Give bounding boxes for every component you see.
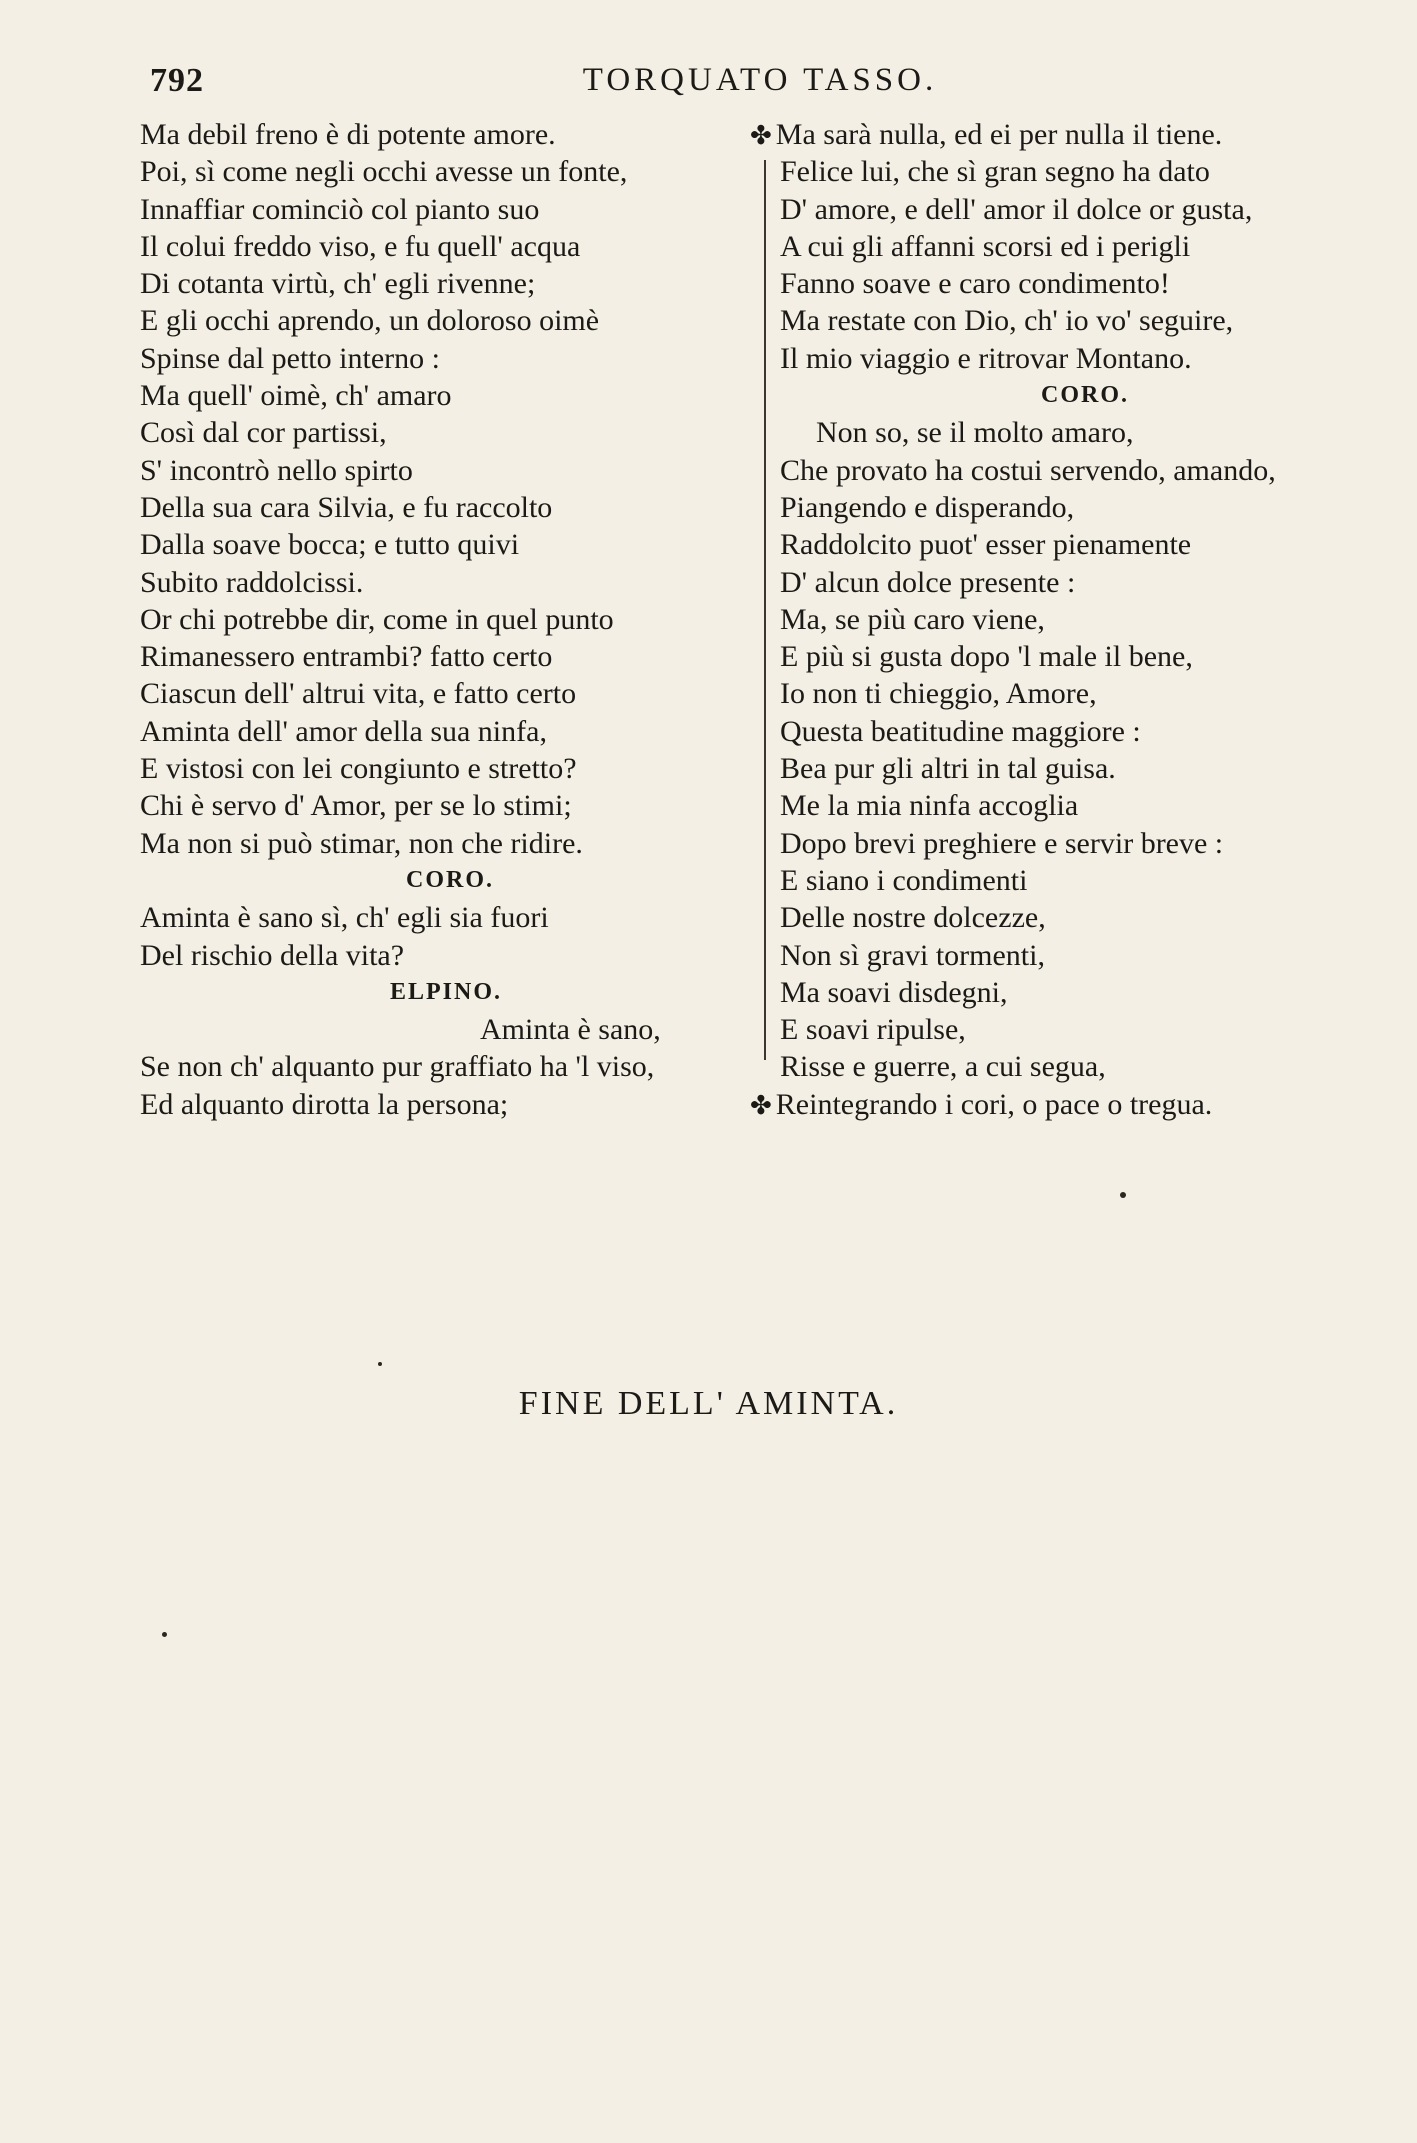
verse-line: Raddolcito puot' esser pienamente xyxy=(780,528,1192,562)
verse-line: Innaffiar cominciò col pianto suo xyxy=(140,192,540,226)
verse-line: Dopo brevi preghiere e servir breve : xyxy=(780,826,1224,860)
verse-line: D' amore, e dell' amor il dolce or gusta, xyxy=(780,192,1253,226)
verse-line: Fanno soave e caro condimento! xyxy=(780,267,1170,301)
verse-line: Non sì gravi tormenti, xyxy=(780,938,1045,972)
verse-line: Subito raddolcissi. xyxy=(140,565,364,599)
ink-speck xyxy=(1120,1192,1126,1198)
verse-line: Ciascun dell' altrui vita, e fatto certo xyxy=(140,677,577,711)
verse-line: Io non ti chieggio, Amore, xyxy=(780,677,1097,711)
speaker-heading-coro: CORO. xyxy=(1041,382,1129,409)
verse-line: Ed alquanto dirotta la persona; xyxy=(140,1087,509,1121)
verse-line xyxy=(750,1086,1390,1123)
right-column xyxy=(750,116,1390,1123)
verse-line: Poi, sì come negli occhi avesse un fonte, xyxy=(140,155,628,189)
verse-line: Me la mia ninfa accoglia xyxy=(780,789,1079,823)
column-divider xyxy=(764,160,766,1060)
verse-line: Del rischio della vita? xyxy=(140,938,405,972)
ink-speck xyxy=(378,1362,382,1366)
page-number: 792 xyxy=(150,62,204,99)
verse-line: Così dal cor partissi, xyxy=(140,416,387,450)
left-column xyxy=(140,116,760,1123)
verse-line: A cui gli affanni scorsi ed i perigli xyxy=(780,229,1191,263)
running-title: TORQUATO TASSO. xyxy=(582,62,938,98)
verse-line: S' incontrò nello spirto xyxy=(140,453,413,487)
verse-line: Che provato ha costui servendo, amando, xyxy=(780,453,1276,487)
verse-line: Ma non si può stimar, non che ridire. xyxy=(140,826,583,860)
verse-line: Or chi potrebbe dir, come in quel punto xyxy=(140,602,614,636)
verse-text: Reintegrando i cori, o pace o tregua. xyxy=(775,1087,1213,1121)
verse-line: Chi è servo d' Amor, per se lo stimi; xyxy=(140,789,572,823)
verse-line: D' alcun dolce presente : xyxy=(780,565,1076,599)
verse-line: Il mio viaggio e ritrovar Montano. xyxy=(780,341,1192,375)
verse-line: Il colui freddo viso, e fu quell' acqua xyxy=(140,229,581,263)
end-title: FINE DELL' AMINTA. xyxy=(518,1385,899,1422)
verse-text: Ma sarà nulla, ed ei per nulla il tiene. xyxy=(775,118,1223,151)
verse-line: Ma soavi disdegni, xyxy=(780,975,1008,1009)
verse-line: Felice lui, che sì gran segno ha dato xyxy=(780,155,1210,189)
verse-line: E siano i condimenti xyxy=(780,863,1028,897)
verse-line: Ma, se più caro viene, xyxy=(780,602,1045,636)
verse-line: Rimanessero entrambi? fatto certo xyxy=(140,640,553,674)
verse-line: E più si gusta dopo 'l male il bene, xyxy=(780,640,1193,674)
verse-line: Delle nostre dolcezze, xyxy=(780,901,1046,935)
verse-line: Aminta è sano, xyxy=(480,1013,661,1047)
verse-line: Non so, se il molto amaro, xyxy=(816,416,1134,450)
verse-line: Ma debil freno è di potente amore. xyxy=(140,118,556,151)
verse-line: Ma quell' oimè, ch' amaro xyxy=(140,379,452,413)
page-header xyxy=(140,62,1380,112)
verse-line: Aminta è sano sì, ch' egli sia fuori xyxy=(140,901,549,935)
fleuron-icon: ✤ xyxy=(750,1090,772,1120)
verse-line: Bea pur gli altri in tal guisa. xyxy=(780,752,1116,786)
verse-line: Questa beatitudine maggiore : xyxy=(780,714,1141,748)
verse-line: Risse e guerre, a cui segua, xyxy=(780,1050,1106,1084)
ink-speck xyxy=(162,1632,167,1637)
verse-line: E soavi ripulse, xyxy=(780,1013,966,1047)
verse-line: Se non ch' alquanto pur graffiato ha 'l viso, xyxy=(140,1050,655,1084)
verse-line: Aminta dell' amor della sua ninfa, xyxy=(140,714,547,748)
verse-line: Di cotanta virtù, ch' egli rivenne; xyxy=(140,267,536,301)
verse-line: Spinse dal petto interno : xyxy=(140,341,440,375)
verse-line xyxy=(750,116,1390,153)
verse-line: Della sua cara Silvia, e fu raccolto xyxy=(140,490,553,524)
fleuron-icon: ✤ xyxy=(750,121,772,150)
speaker-heading-coro: CORO. xyxy=(406,866,494,893)
verse-line: Ma restate con Dio, ch' io vo' seguire, xyxy=(780,304,1234,338)
verse-line: Dalla soave bocca; e tutto quivi xyxy=(140,528,520,562)
verse-line: Piangendo e disperando, xyxy=(780,490,1075,524)
verse-line: E gli occhi aprendo, un doloroso oimè xyxy=(140,304,600,338)
verse-line: E vistosi con lei congiunto e stretto? xyxy=(140,752,577,786)
speaker-heading-elpino: ELPINO. xyxy=(390,978,503,1005)
